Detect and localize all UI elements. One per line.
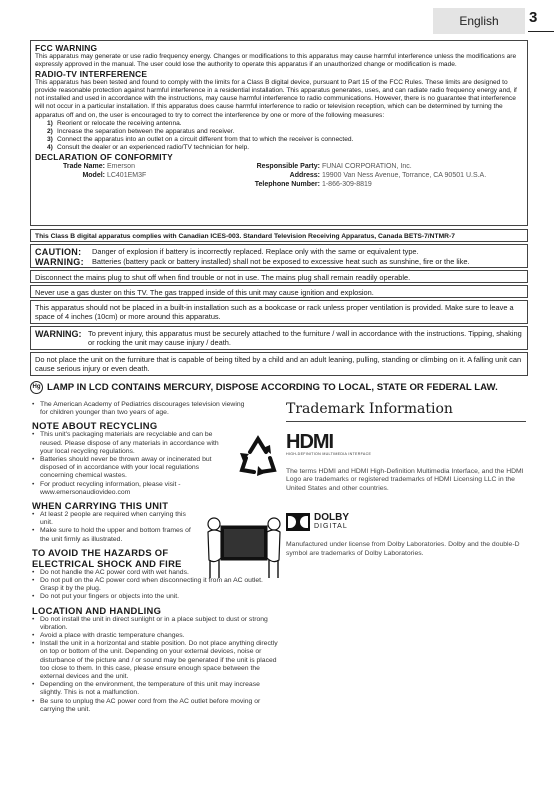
list-item: • This unit's packaging materials are recyclable and can be reused. Please dispose of any materials in accordance with your local recycling regulations. — [32, 431, 228, 456]
disconnect-notice: Disconnect the mains plug to shut off when find trouble or not in use. The mains plug shall remain readily operable. — [30, 270, 528, 283]
carrying-title: WHEN CARRYING THIS UNIT — [32, 500, 169, 512]
hdmi-logo-tagline: HIGH-DEFINITION MULTIMEDIA INTERFACE — [286, 452, 372, 456]
fcc-notice-box — [30, 40, 528, 226]
canada-notice: This Class B digital apparatus complies with Canadian ICES-003. Standard Television Receiving Apparatus, Canada BETS-7/NTMR-7 — [30, 229, 528, 242]
conformity-title: DECLARATION OF CONFORMITY — [35, 152, 173, 163]
injury-warning-text: To prevent injury, this apparatus must be securely attached to the furniture / wall in accordance with the instructions. Tipping, shaking or rocking the unit may cause injury / death. — [88, 329, 522, 348]
injury-warning-label: WARNING: — [35, 329, 82, 339]
dolby-logo-sub: DIGITAL — [314, 523, 348, 531]
mercury-icon: Hg — [30, 381, 43, 394]
double-d-icon — [286, 513, 310, 531]
list-item: • Be sure to unplug the AC power cord from the AC outlet before moving or carrying the unit. — [32, 698, 278, 714]
model-value: LC401EM3F — [106, 172, 147, 180]
warning-text: Batteries (battery pack or battery installed) shall not be exposed to excessive heat such as sunshine, fire or the like. — [92, 257, 470, 266]
address-label: Address: — [289, 172, 320, 180]
trade-name-value: Emerson — [106, 163, 135, 171]
page-number-rule — [528, 31, 554, 32]
list-item: • Batteries should never be thrown away or incinerated but disposed of in accordance with your local regulations concerning chemical wastes. — [32, 456, 228, 481]
warning-label: WARNING: — [35, 257, 84, 267]
list-item: • Make sure to hold the upper and bottom frames of the unit firmly as illustrated. — [32, 527, 192, 543]
recycle-icon — [236, 432, 282, 480]
right-column — [286, 401, 526, 558]
list-item: • Do not handle the AC power cord with wet hands. — [32, 569, 278, 577]
party-label: Responsible Party: — [256, 163, 320, 171]
trademark-title: Trademark Information — [286, 401, 453, 417]
list-item: • Install the unit in a horizontal and stable position. Do not place anything directly on top or bottom of the unit. Depending on your external devices, noise or disturbance of the picture and / or sound may be generated if the unit is placed too close to them. In this case, please ensure enough space between the external devices and the unit. — [32, 640, 278, 681]
trade-name-label: Trade Name: — [62, 163, 105, 171]
model-label: Model: — [82, 172, 105, 180]
dolby-trademark-text: Manufactured under license from Dolby Laboratories. Dolby and the double-D symbol are trademarks of Dolby Laboratories. — [286, 541, 520, 557]
dolby-logo — [286, 513, 526, 531]
conformity-table — [35, 162, 523, 189]
fcc-warning-title: FCC WARNING — [35, 43, 98, 53]
trademark-rule — [286, 421, 526, 422]
caution-label: CAUTION: — [35, 247, 82, 257]
hdmi-trademark-text: The terms HDMI and HDMI High-Definition Multimedia Interface, and the HDMI Logo are trademarks or registered trademarks of HDMI Licensing LLC in the United States and other countries. — [286, 468, 524, 492]
phone-label: Telephone Number: — [254, 181, 320, 189]
aap-note: • The American Academy of Pediatrics discourages television viewing for children younger than two years of age. — [32, 401, 247, 417]
dolby-logo-text: DOLBY — [314, 512, 349, 524]
shock-title: TO AVOID THE HAZARDS OF ELECTRICAL SHOCK AND FIRE — [32, 546, 182, 569]
hdmi-logo — [286, 432, 526, 456]
list-item: • Avoid a place with drastic temperature changes. — [32, 632, 278, 640]
recycling-title: NOTE ABOUT RECYCLING — [32, 420, 158, 432]
list-item: • Depending on the environment, the temperature of this unit may increase slightly. This is not a malfunction. — [32, 681, 278, 697]
party-value: FUNAI CORPORATION, Inc. — [321, 163, 412, 171]
ventilation-notice: This apparatus should not be placed in a built-in installation such as a bookcase or rack unless proper ventilation is provided. Make sure to leave a space of 4 inches (10cm) or more around this apparatus. — [30, 300, 528, 324]
gas-duster-notice: Never use a gas duster on this TV. The gas trapped inside of this unit may cause ignition and explosion. — [30, 285, 528, 298]
mercury-notice — [30, 378, 528, 396]
list-item: • At least 2 people are required when carrying this unit. — [32, 511, 192, 527]
carrying-illustration — [205, 514, 283, 580]
phone-value: 1-866-309-8819 — [321, 181, 372, 189]
furniture-notice: Do not place the unit on the furniture that is capable of being tilted by a child and an adult leaning, pulling, standing or climbing on it. A falling unit can cause serious injury or even death. — [30, 352, 528, 376]
measure-item: 1) Reorient or relocate the receiving antenna. — [47, 119, 182, 127]
list-item: • Do not install the unit in direct sunlight or in a place subject to dust or strong vibration. — [32, 616, 278, 632]
caution-text: Danger of explosion if battery is incorrectly replaced. Replace only with the same or equivalent type. — [92, 247, 419, 256]
caution-box — [30, 244, 528, 268]
page-number: 3 — [529, 9, 538, 26]
fcc-warning-text: This apparatus may generate or use radio frequency energy. Changes or modifications to this apparatus may cause harmful interference unless the modifications are expressly approved in the manual. The user could lose the authority to operate this apparatus if an unauthorized change or modification is made. — [35, 53, 517, 69]
language-tab: English — [433, 8, 525, 34]
injury-warning-box — [30, 326, 528, 350]
radio-tv-title: RADIO-TV INTERFERENCE — [35, 69, 148, 80]
measure-item: 4) Consult the dealer or an experienced radio/TV technician for help. — [47, 143, 250, 151]
address-value: 19900 Van Ness Avenue, Torrance, CA 90501 U.S.A. — [321, 172, 487, 180]
measure-item: 2) Increase the separation between the apparatus and receiver. — [47, 127, 235, 135]
list-item: • Do not pull on the AC power cord when disconnecting it from an AC outlet. Grasp it by the plug. — [32, 577, 278, 593]
radio-tv-text: This apparatus has been tested and found to comply with the limits for a Class B digital device, pursuant to Part 15 of the FCC Rules. These limits are designed to provide reasonable protection against harmful interference in a residential installation. This apparatus generates, uses, and can radiate radio frequency energy and, if not installed and used in accordance with the instructions, may cause harmful interference to radio communications. However, there is no guarantee that interference will not occur in a particular installation. If this apparatus does cause harmful interference to radio or television reception, which can be determined by turning the apparatus off and on, the user is encouraged to try to correct the interference by one or more of the following measures: — [35, 79, 517, 119]
list-item: • Do not put your fingers or objects into the unit. — [32, 593, 278, 601]
location-title: LOCATION AND HANDLING — [32, 604, 162, 616]
list-item: • For product recycling information, please visit - www.emersonaudiovideo.com — [32, 481, 222, 497]
measure-item: 3) Connect the apparatus into an outlet on a circuit different from that to which the receiver is connected. — [47, 135, 354, 143]
mercury-text: LAMP IN LCD CONTAINS MERCURY, DISPOSE ACCORDING TO LOCAL, STATE OR FEDERAL LAW. — [47, 381, 498, 393]
hdmi-logo-text: HDMI — [286, 431, 334, 453]
